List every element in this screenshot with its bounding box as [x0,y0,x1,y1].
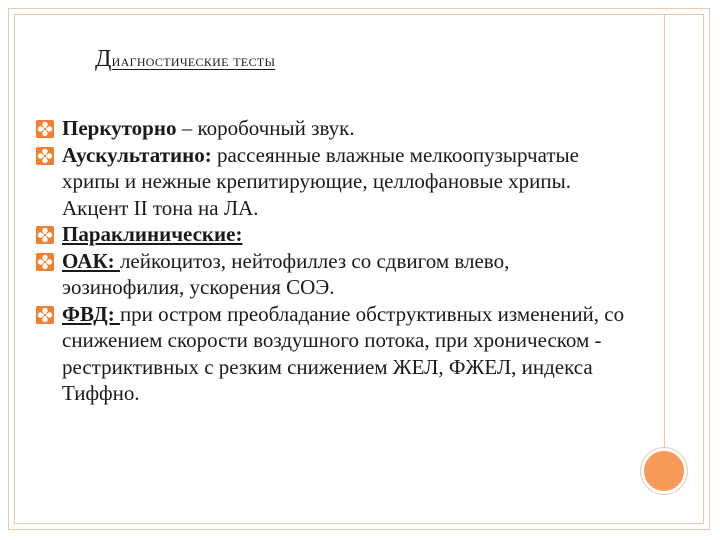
flower-bullet-icon [36,306,54,324]
title-first-letter: Д [95,46,112,72]
bullet-lead: Аускультатино: [62,142,212,167]
flower-bullet-icon [36,253,54,271]
bullet-lead: Параклинические: [62,222,243,246]
flower-bullet-icon [36,147,54,165]
bullet-text: рассеянные влажные мелкоопузырчатые хрипы и нежные крепитирующие, целлофановые хрипы. Акцент II тона на ЛА. [62,142,579,220]
slide-title [95,46,275,73]
flower-bullet-icon [36,226,54,244]
decorative-circle [641,448,687,494]
bullet-lead: Перкуторно [62,116,177,140]
bullet-blood-test [36,248,636,301]
bullet-lead: ФВД: [62,301,120,326]
bullet-text: при остром преобладание обструктивных изменений, со снижением скорости воздушного потока, при хроническом - рестриктивных с резким снижением ЖЕЛ, ФЖЕЛ, индекса Тиффно. [62,301,625,405]
bullet-list [36,115,636,407]
flower-bullet-icon [36,120,54,138]
bullet-text: лейкоцитоз, нейтофиллез со сдвигом влево, эозинофилия, ускорения СОЭ. [62,248,510,299]
vertical-rule [664,14,665,448]
bullet-paraclinical [36,221,636,248]
title-rest: иагностические тесты [111,51,276,70]
bullet-percussion [36,115,636,142]
bullet-lead: ОАК: [62,248,120,273]
bullet-auscultation [36,142,636,222]
bullet-text: – коробочный звук. [176,116,355,140]
bullet-spirometry [36,301,636,407]
